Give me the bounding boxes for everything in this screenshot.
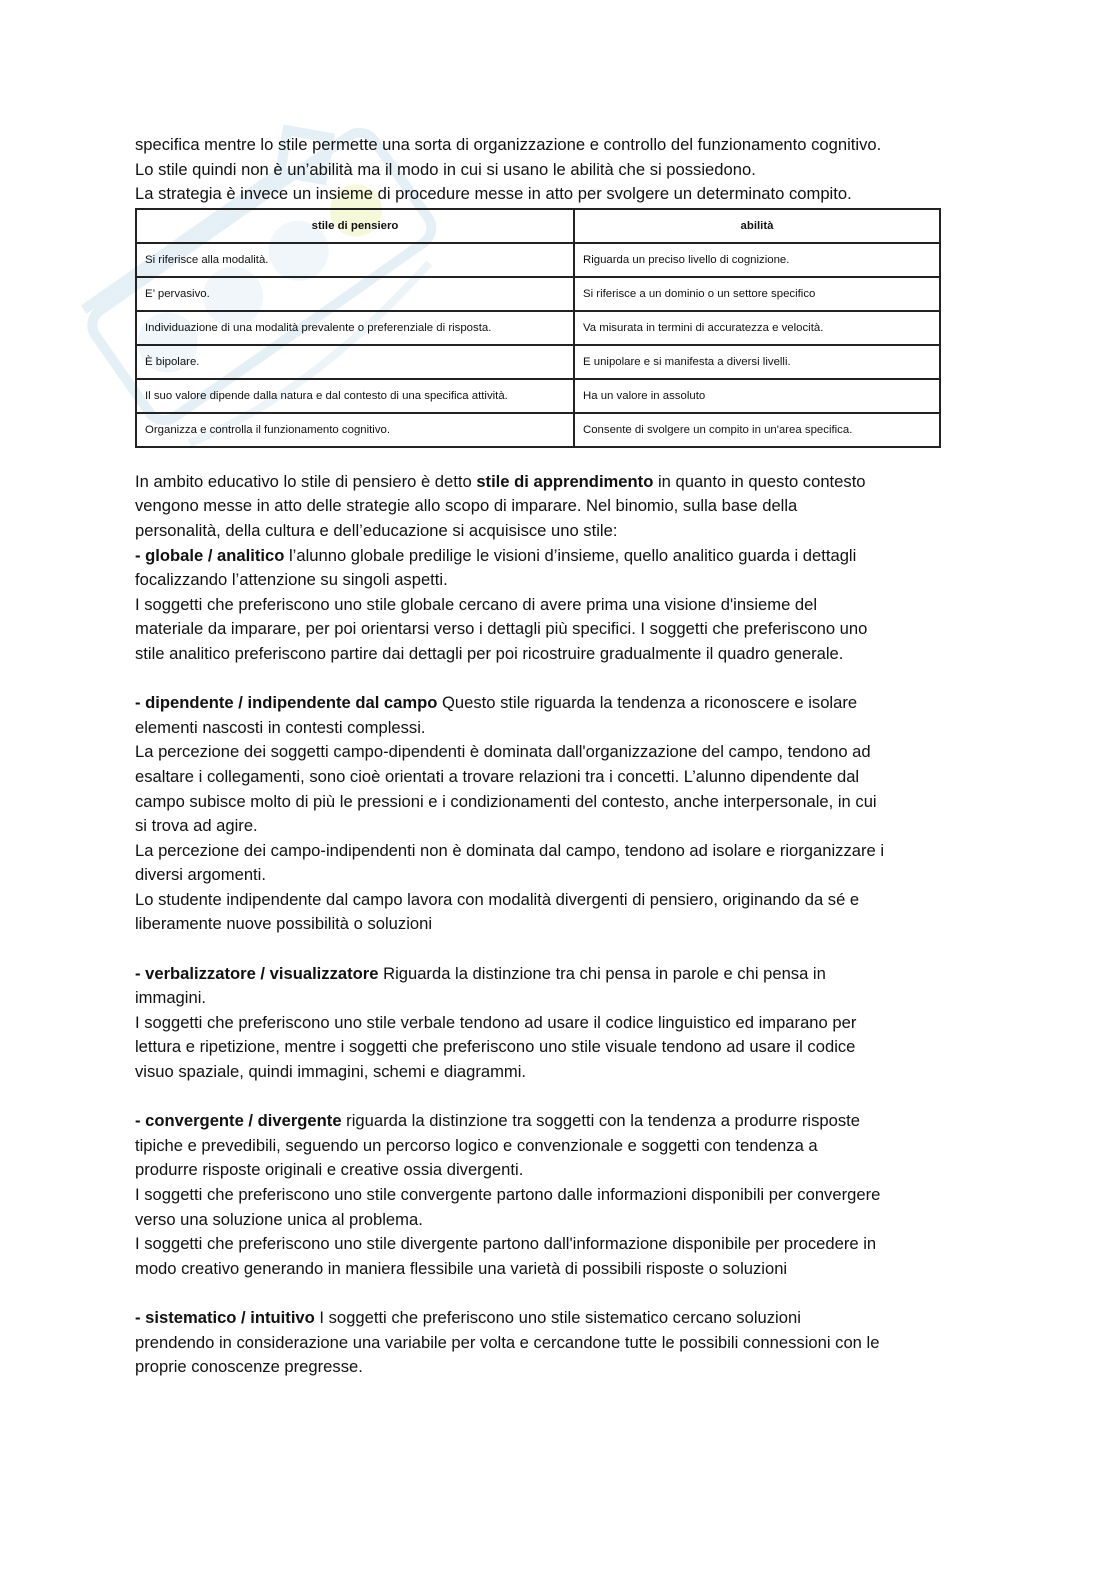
- style-section-globale: [135, 544, 980, 667]
- text-line: I soggetti che preferiscono uno stile divergente partono dall'informazione disponibile per procedere in: [135, 1234, 877, 1254]
- style-section-convergente: [135, 1109, 980, 1281]
- table-cell: Si riferisce alla modalità.: [136, 243, 574, 277]
- text-line: campo subisce molto di più le pressioni e i condizionamenti del contesto, anche interpersonale, in cui: [135, 791, 877, 811]
- table-header-row: [136, 209, 940, 243]
- table-row: [136, 413, 940, 447]
- text-span: I soggetti che preferiscono uno stile sistematico cercano soluzioni: [314, 1307, 801, 1327]
- intro-line: Lo stile quindi non è un’abilità ma il modo in cui si usano le abilità che si possiedono.: [135, 159, 756, 179]
- text-line: modo creativo generando in maniera flessibile una varietà di possibili risposte o soluzioni: [135, 1258, 788, 1278]
- intro-line: La strategia è invece un insieme di procedure messe in atto per svolgere un determinato compito.: [135, 184, 852, 204]
- table-cell: Va misurata in termini di accuratezza e velocità.: [574, 311, 940, 345]
- text-line: [135, 544, 980, 569]
- table-row: [136, 277, 940, 311]
- text-span: In ambito educativo lo stile di pensiero è detto: [135, 471, 477, 491]
- text-line: elementi nascosti in contesti complessi.: [135, 717, 426, 737]
- text-span: Riguarda la distinzione tra chi pensa in parole e chi pensa in: [378, 963, 826, 983]
- style-title: - convergente / divergente: [135, 1111, 342, 1131]
- table-cell: Individuazione di una modalità prevalente o preferenziale di risposta.: [136, 311, 574, 345]
- text-line: personalità, della cultura e dell’educazione si acquisisce uno stile:: [135, 520, 618, 540]
- text-line: diversi argomenti.: [135, 865, 266, 885]
- style-title: - dipendente / indipendente dal campo: [135, 693, 438, 713]
- text-line: [135, 962, 980, 987]
- text-line: esaltare i collegamenti, sono cioè orientati a trovare relazioni tra i concetti. L’alunno dipendente dal: [135, 766, 860, 786]
- text-line: proprie conoscenze pregresse.: [135, 1357, 363, 1377]
- style-section-sistematico: [135, 1306, 980, 1380]
- text-line: prendendo in considerazione una variabile per volta e cercandone tutte le possibili connessioni con le: [135, 1332, 880, 1352]
- text-line: lettura e ripetizione, mentre i soggetti che preferiscono uno stile visuale tendono ad usare il codice: [135, 1037, 856, 1057]
- style-title: - sistematico / intuitivo: [135, 1307, 315, 1327]
- text-line: verso una soluzione unica al problema.: [135, 1209, 423, 1229]
- intro-line: specifica mentre lo stile permette una sorta di organizzazione e controllo del funzionamento cognitivo.: [135, 135, 882, 154]
- text-line: vengono messe in atto delle strategie allo scopo di imparare. Nel binomio, sulla base della: [135, 496, 798, 516]
- text-line: liberamente nuove possibilità o soluzioni: [135, 914, 433, 934]
- table-row: [136, 379, 940, 413]
- table-cell: Riguarda un preciso livello di cognizione.: [574, 243, 940, 277]
- text-line: stile analitico preferiscono partire dai dettagli per poi ricostruire gradualmente il quadro generale.: [135, 643, 844, 663]
- text-line: visuo spaziale, quindi immagini, schemi e diagrammi.: [135, 1062, 527, 1082]
- text-line: focalizzando l’attenzione su singoli aspetti.: [135, 570, 448, 590]
- text-line: immagini.: [135, 988, 207, 1008]
- style-section-verbalizzatore: [135, 962, 980, 1085]
- table-cell: Si riferisce a un dominio o un settore specifico: [574, 277, 940, 311]
- text-line: La percezione dei campo-indipendenti non è dominata dal campo, tendono ad isolare e riorganizzare i: [135, 840, 885, 860]
- document-page: [135, 133, 980, 1380]
- table-cell: Consente di svolgere un compito in un'area specifica.: [574, 413, 940, 447]
- table-cell: Organizza e controlla il funzionamento cognitivo.: [136, 413, 574, 447]
- text-line: si trova ad agire.: [135, 816, 258, 836]
- style-title: - verbalizzatore / visualizzatore: [135, 963, 379, 983]
- text-line: I soggetti che preferiscono uno stile verbale tendono ad usare il codice linguistico ed imparano per: [135, 1012, 857, 1032]
- table-cell: E unipolare e si manifesta a diversi livelli.: [574, 345, 940, 379]
- table-cell: Il suo valore dipende dalla natura e dal contesto di una specifica attività.: [136, 379, 574, 413]
- text-line: I soggetti che preferiscono uno stile globale cercano di avere prima una visione d'insieme del: [135, 594, 818, 614]
- text-line: Lo studente indipendente dal campo lavora con modalità divergenti di pensiero, originando da sé e: [135, 889, 860, 909]
- text-span: l’alunno globale predilige le visioni d’insieme, quello analitico guarda i dettagli: [284, 545, 857, 565]
- text-line: [135, 1306, 980, 1331]
- table-header-abilita: abilità: [574, 209, 940, 243]
- text-line: [135, 691, 980, 716]
- table-header-stile: stile di pensiero: [136, 209, 574, 243]
- table-cell: Ha un valore in assoluto: [574, 379, 940, 413]
- bold-term: stile di apprendimento: [476, 471, 654, 491]
- learning-style-intro: [135, 470, 980, 544]
- table-cell: E’ pervasivo.: [136, 277, 574, 311]
- style-section-campo: [135, 691, 980, 937]
- table-row: [136, 345, 940, 379]
- text-line: tipiche e prevedibili, seguendo un percorso logico e convenzionale e soggetti con tendenza a: [135, 1135, 818, 1155]
- table-row: [136, 311, 940, 345]
- table-row: [136, 243, 940, 277]
- text-line: [135, 470, 980, 495]
- text-line: [135, 1109, 980, 1134]
- text-line: I soggetti che preferiscono uno stile convergente partono dalle informazioni disponibili per convergere: [135, 1185, 881, 1204]
- text-line: La percezione dei soggetti campo-dipendenti è dominata dall'organizzazione del campo, tendono ad: [135, 742, 871, 762]
- table-cell: È bipolare.: [136, 345, 574, 379]
- text-span: in quanto in questo contesto: [653, 471, 866, 491]
- comparison-table: [135, 208, 941, 448]
- text-span: riguarda la distinzione tra soggetti con la tendenza a produrre risposte: [341, 1111, 860, 1131]
- text-span: Questo stile riguarda la tendenza a riconoscere e isolare: [437, 693, 858, 713]
- text-line: produrre risposte originali e creative ossia divergenti.: [135, 1160, 524, 1180]
- style-title: - globale / analitico: [135, 545, 285, 565]
- text-line: materiale da imparare, per poi orientarsi verso i dettagli più specifici. I soggetti che preferiscono uno: [135, 619, 868, 639]
- intro-paragraph: [135, 133, 980, 207]
